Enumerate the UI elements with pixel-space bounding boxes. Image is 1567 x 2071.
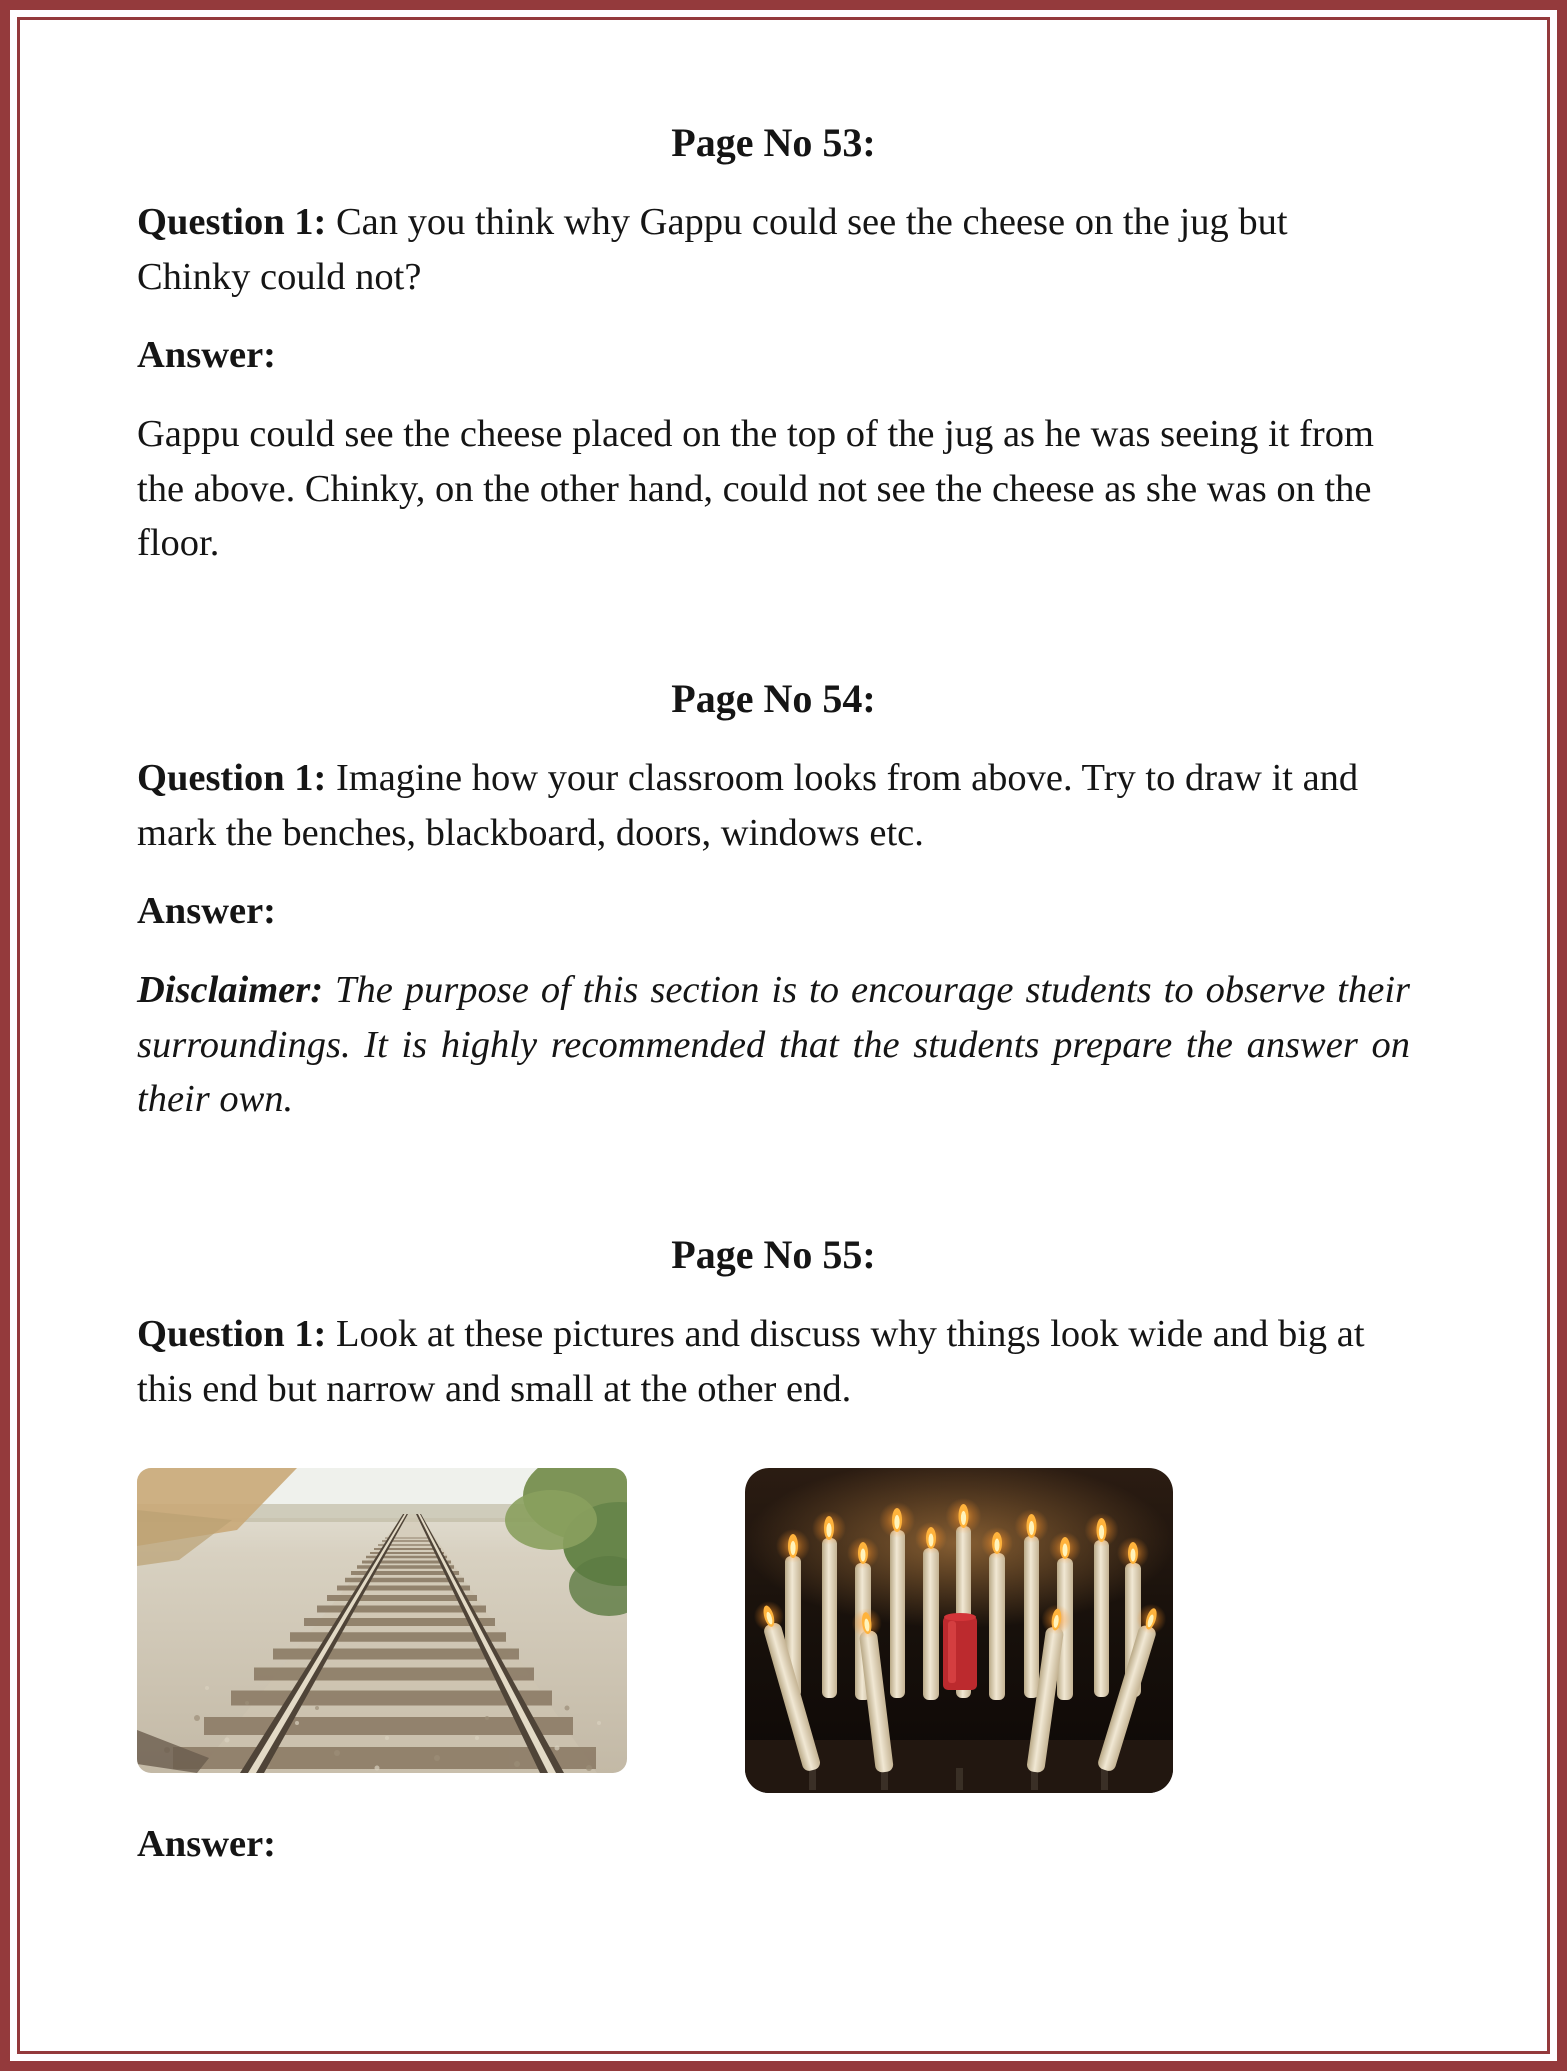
question-text: Imagine how your classroom looks from above. Try to draw it and mark the benches, blackboard, doors, windows etc. (137, 756, 1359, 854)
page-inner-frame (17, 17, 1550, 2054)
page-53-answer-text: Gappu could see the cheese placed on the top of the jug as he was seeing it from the above. Chinky, on the other hand, could not see the cheese as she was on the floor. (137, 412, 1374, 565)
disclaimer-text: The purpose of this section is to encourage students to observe their surroundings. It is highly recommended that the students prepare the answer on their own. (137, 968, 1410, 1121)
question-label: Question 1: (137, 1312, 327, 1355)
question-label: Question 1: (137, 756, 327, 799)
railway-tracks-image (137, 1468, 627, 1773)
candles-image (745, 1468, 1173, 1793)
page-54-disclaimer (137, 963, 1410, 1127)
photos-row (137, 1468, 1410, 1793)
disclaimer-label: Disclaimer: (137, 968, 324, 1011)
page-53-heading: Page No 53: (671, 120, 876, 165)
page-55-question (137, 1307, 1410, 1416)
page-55-answer-label: Answer: (137, 1823, 276, 1866)
question-label: Question 1: (137, 201, 327, 243)
page-53-answer-label: Answer: (137, 334, 276, 377)
page-54-question (137, 751, 1410, 860)
page-54-heading: Page No 54: (671, 675, 876, 721)
question-text: Can you think why Gappu could see the cheese on the jug but Chinky could not? (137, 201, 1288, 298)
question-text: Look at these pictures and discuss why things look wide and big at this end but narrow and small at the other end. (137, 1312, 1365, 1410)
page-54-answer-label: Answer: (137, 890, 276, 933)
page-53-question (137, 195, 1410, 304)
page-55-heading: Page No 55: (671, 1231, 876, 1277)
